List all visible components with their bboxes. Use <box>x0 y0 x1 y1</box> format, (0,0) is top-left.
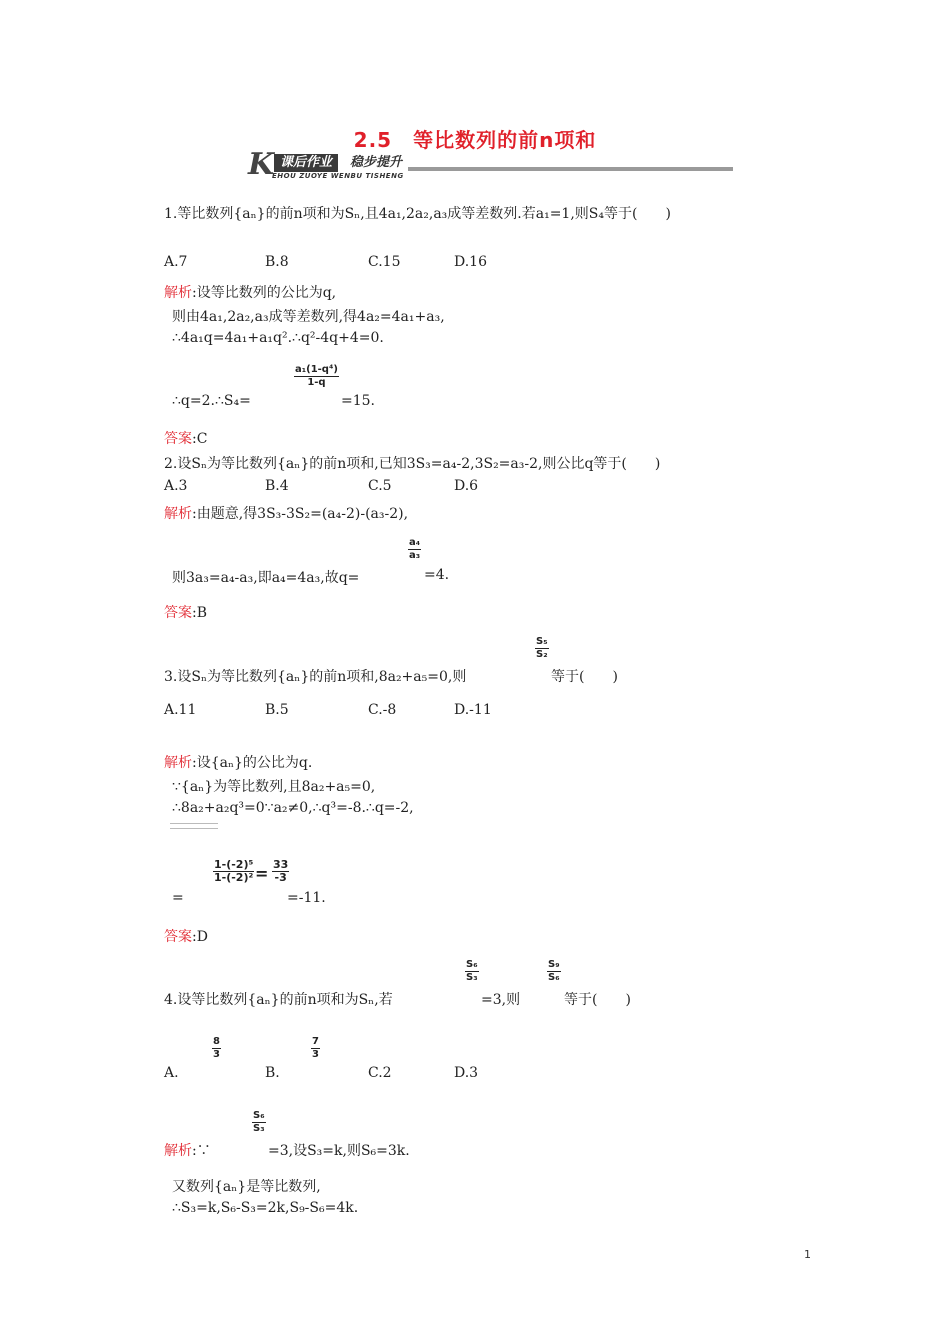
q3-option-a: A.11 <box>164 702 197 718</box>
banner-tag-label: 稳步提升 <box>350 155 403 170</box>
banner-rule <box>408 167 733 171</box>
q4-option-b-label: B. <box>265 1065 280 1081</box>
q1-solution-line4-pre: ∴q=2.∴S₄= <box>172 393 251 409</box>
q2-fraction: $\frac{\text{a₄}}{\text{a₃}}$ <box>409 537 421 561</box>
q4-fraction-1: $\frac{\text{S₆}}{\text{S₃}}$ <box>466 959 478 983</box>
q3-stem-post: 等于( ) <box>551 669 618 685</box>
q4-solution-fraction: $\frac{\text{S₆}}{\text{S₃}}$ <box>253 1110 265 1134</box>
page-number: 1 <box>804 1248 811 1261</box>
q4-option-a-label: A. <box>164 1065 179 1081</box>
q4-solution-line2: 又数列{aₙ}是等比数列, <box>172 1179 321 1195</box>
q2-option-a: A.3 <box>164 478 188 494</box>
q2-option-d: D.6 <box>454 478 479 494</box>
q2-solution-line2-post: =4. <box>424 567 450 583</box>
section-banner <box>248 147 733 182</box>
q4-solution-line3: ∴S₃=k,S₆-S₃=2k,S₉-S₆=4k. <box>172 1200 359 1216</box>
page-title: 2.5 等比数列的前n项和 <box>353 128 597 152</box>
q1-jiexi-label: 解析 <box>164 285 192 301</box>
q1-option-c: C.15 <box>368 254 401 270</box>
q3-option-b: B.5 <box>265 702 289 718</box>
q4-option-c: C.2 <box>368 1065 392 1081</box>
q3-fraction: $\frac{\text{S₅}}{\text{S₂}}$ <box>536 636 548 660</box>
q4-stem-post: 等于( ) <box>564 992 631 1008</box>
q1-option-a: A.7 <box>164 254 188 270</box>
q3-option-d: D.-11 <box>454 702 492 718</box>
q4-stem-mid: =3,则 <box>481 992 521 1008</box>
q3-solution-line1: 解析:设{aₙ}的公比为q. <box>164 755 313 771</box>
q1-option-b: B.8 <box>265 254 289 270</box>
q1-option-d: D.16 <box>454 254 487 270</box>
q1-solution-line3: ∴4a₁q=4a₁+a₁q².∴q²-4q+4=0. <box>172 330 384 346</box>
banner-k-logo: K <box>248 147 275 182</box>
q3-faded-fragment <box>170 823 218 829</box>
q2-option-c: C.5 <box>368 478 392 494</box>
q2-answer: 答案:B <box>164 605 208 621</box>
q1-solution-line1: 解析:设等比数列的公比为q, <box>164 285 337 301</box>
q4-option-a-fraction: $\frac{8}{3}$ <box>213 1036 220 1060</box>
q3-solution-line3: ∴8a₂+a₂q³=0∵a₂≠0,∴q³=-8.∴q=-2, <box>172 800 414 816</box>
q2-solution-line2-pre: 则3a₃=a₄-a₃,即a₄=4a₃,故q= <box>172 570 360 586</box>
q3-solution-line2: ∵{aₙ}为等比数列,且8a₂+a₅=0, <box>172 779 376 795</box>
q3-calc-fraction-2: $\frac{33}{-3}$ <box>273 858 289 884</box>
q4-stem-pre: 4.设等比数列{aₙ}的前n项和为Sₙ,若 <box>164 992 393 1008</box>
banner-main-label: 课后作业 <box>274 154 338 172</box>
q4-option-d: D.3 <box>454 1065 479 1081</box>
q4-solution-line1-post: =3,设S₃=k,则S₆=3k. <box>268 1143 410 1159</box>
q3-solution-line4-pre: = <box>172 890 184 906</box>
q2-solution-line1: 解析:由题意,得3S₃-3S₂=(a₄-2)-(a₃-2), <box>164 506 409 522</box>
q3-stem-pre: 3.设Sₙ为等比数列{aₙ}的前n项和,8a₂+a₅=0,则 <box>164 669 467 685</box>
q3-solution-line4-post: =-11. <box>287 890 326 906</box>
q1-solution-line4-post: =15. <box>341 393 375 409</box>
q4-fraction-2: $\frac{\text{S₉}}{\text{S₆}}$ <box>548 959 560 983</box>
q1-solution-line2: 则由4a₁,2a₂,a₃成等差数列,得4a₂=4a₁+a₃, <box>172 309 445 325</box>
q2-option-b: B.4 <box>265 478 289 494</box>
q3-calc-equals: = <box>255 864 269 883</box>
q3-option-c: C.-8 <box>368 702 397 718</box>
banner-subtitle: EHOU ZUOYE WENBU TISHENG <box>272 172 404 180</box>
q2-stem: 2.设Sₙ为等比数列{aₙ}的前n项和,已知3S₃=a₄-2,3S₂=a₃-2,则公比q等于( ) <box>164 456 661 472</box>
q1-stem: 1.等比数列{aₙ}的前n项和为Sₙ,且4a₁,2a₂,a₃成等差数列.若a₁=1,则S₄等于( ) <box>164 206 671 222</box>
q4-solution-line1-pre: 解析:∵ <box>164 1143 211 1159</box>
q1-fraction: $\frac{\text{a₁(1-q⁴)}}{1-q}$ <box>295 364 338 388</box>
q3-calc-fraction-1: $\frac{\text{1-(-2)⁵}}{\text{1-(-2)²}}$ <box>214 858 254 884</box>
q1-answer: 答案:C <box>164 431 208 447</box>
q4-option-b-fraction: $\frac{7}{3}$ <box>312 1036 319 1060</box>
q3-answer: 答案:D <box>164 929 208 945</box>
